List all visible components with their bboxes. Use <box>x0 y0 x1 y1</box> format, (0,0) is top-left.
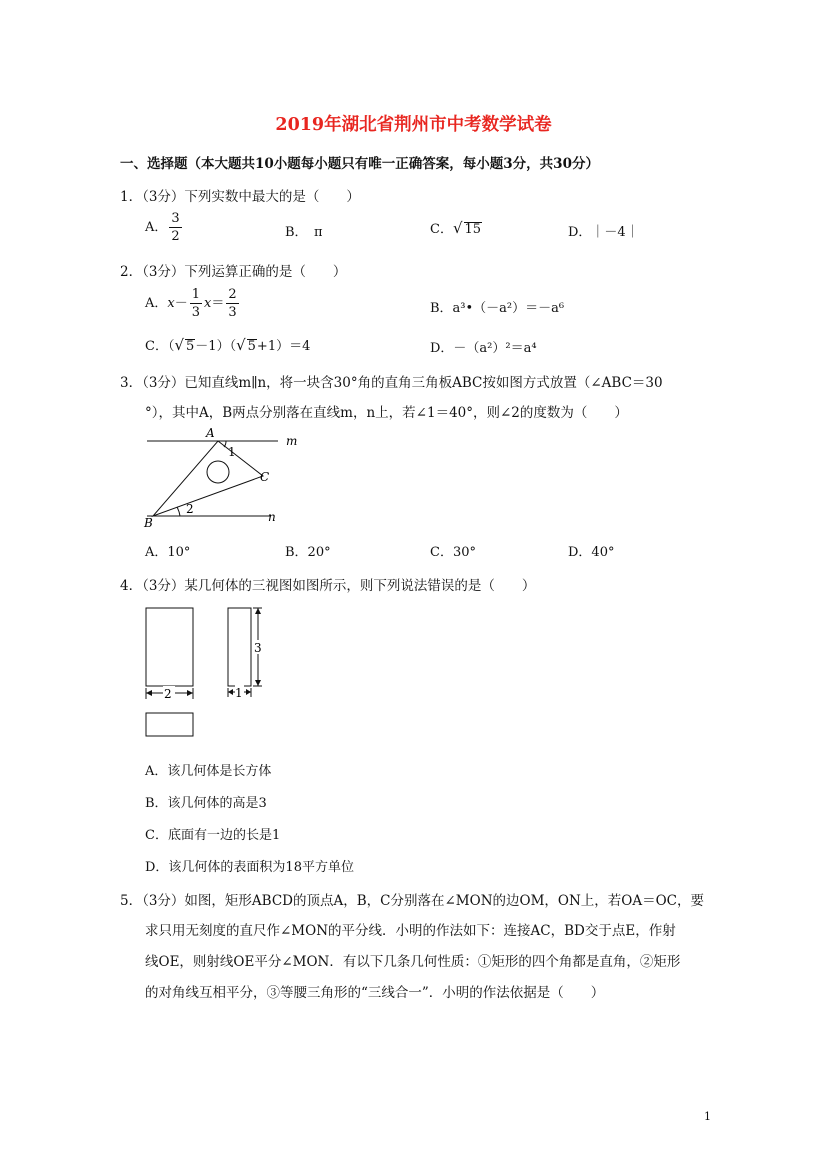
q2-option-b: B．a³•（－a²）＝－a⁶ <box>430 301 565 316</box>
angle-2-arc <box>177 507 180 516</box>
q1-a-numerator: 3 <box>171 211 180 226</box>
q4-stem: 4．（3分）某几何体的三视图如图所示，则下列说法错误的是（ ） <box>120 578 536 594</box>
q2-c-radicand-1: 5 <box>186 339 195 354</box>
q1-option-b: B． π <box>285 225 323 240</box>
q3-figure <box>140 425 310 530</box>
side-view <box>228 608 251 686</box>
q5-stem-line1: 5．（3分）如图，矩形ABCD的顶点A，B，C分别落在∠MON的边OM，ON上，若OA＝OC，要 <box>120 893 704 909</box>
q2-a-label: A． <box>145 296 168 311</box>
triangle-hole <box>207 461 229 483</box>
q2-a-var: x <box>167 296 175 311</box>
q4-option-b: B．该几何体的高是3 <box>145 796 267 811</box>
front-view <box>146 608 193 686</box>
q5-stem-line3: 线OE，则射线OE平分∠MON．有以下几条几何性质：①矩形的四个角都是直角，②矩形 <box>145 954 681 970</box>
q2-c-label: C．（ <box>145 339 175 354</box>
arrow-up-icon <box>255 608 261 614</box>
q3-option-b: B．20° <box>285 545 331 560</box>
triangle-abc <box>153 441 263 516</box>
q1-option-d: D．｜－4｜ <box>568 225 639 240</box>
arrow-right-icon <box>187 690 193 696</box>
top-view <box>146 713 193 736</box>
q3-option-d: D．40° <box>568 545 615 560</box>
q2-a-minus: － <box>174 296 188 311</box>
q2-a-var2: x <box>204 296 212 311</box>
height-label: 3 <box>254 641 262 655</box>
q1-stem: 1．（3分）下列实数中最大的是（ ） <box>120 189 360 205</box>
q2-a-fraction-2 <box>226 288 238 319</box>
q2-a-den1: 3 <box>191 305 201 320</box>
q1-option-c <box>430 218 482 237</box>
q2-c-radicand-2: 5 <box>247 339 256 354</box>
q1-c-label: C． <box>430 222 453 237</box>
q5-stem-line2: 求只用无刻度的直尺作∠MON的平分线．小明的作法如下：连接AC，BD交于点E，作射 <box>145 923 676 939</box>
q1-option-a <box>145 212 184 243</box>
width-label: 2 <box>164 687 172 701</box>
q3-option-a: A．10° <box>145 545 191 560</box>
label-b: B <box>144 516 153 530</box>
q2-c-mid: －1）（ <box>195 339 237 354</box>
q3-stem-line2: °），其中A，B两点分别落在直线m，n上，若∠1＝40°，则∠2的度数为（ ） <box>145 405 628 421</box>
depth-label: 1 <box>235 686 243 700</box>
section-heading: 一、选择题（本大题共10小题每小题只有唯一正确答案，每小题3分，共30分） <box>120 156 599 172</box>
q1-a-fraction <box>169 212 181 243</box>
q2-option-d: D．－（a²）²＝a⁴ <box>430 341 537 356</box>
arrow-right-icon <box>246 689 251 695</box>
q1-a-denominator: 2 <box>171 229 180 244</box>
q2-a-fraction-1 <box>190 288 202 319</box>
q2-option-c <box>145 335 310 354</box>
q2-c-end: +1）＝4 <box>256 339 311 354</box>
arrow-left-icon <box>146 690 152 696</box>
q4-figure <box>140 602 280 742</box>
radical-icon: √ <box>174 336 185 354</box>
page-number: 1 <box>704 1110 711 1123</box>
q3-stem-line1: 3．（3分）已知直线m∥n，将一块含30°角的直角三角板ABC按如图方式放置（∠ABC＝30 <box>120 375 663 391</box>
q4-option-d: D．该几何体的表面积为18平方单位 <box>145 860 354 875</box>
q2-stem: 2．（3分）下列运算正确的是（ ） <box>120 264 347 280</box>
q2-a-den2: 3 <box>228 305 237 320</box>
radical-icon: √ <box>236 336 246 354</box>
q2-a-eq: ＝ <box>211 296 225 311</box>
label-n: n <box>268 510 276 524</box>
label-c: C <box>260 470 270 484</box>
label-angle-2: 2 <box>186 502 194 516</box>
label-a: A <box>206 426 215 440</box>
page-title: 2019年湖北省荆州市中考数学试卷 <box>275 115 552 135</box>
q2-a-num2: 2 <box>228 287 237 302</box>
q3-option-c: C．30° <box>430 545 476 560</box>
arrow-left-icon <box>228 689 233 695</box>
q4-option-c: C．底面有一边的长是1 <box>145 828 281 843</box>
q2-a-num1: 1 <box>191 287 201 302</box>
q5-stem-line4: 的对角线互相平分，③等腰三角形的“三线合一”．小明的作法依据是（ ） <box>145 985 605 1001</box>
radical-icon: √ <box>452 219 463 237</box>
q4-option-a: A．该几何体是长方体 <box>145 764 272 779</box>
q2-option-a <box>145 288 241 319</box>
q1-c-radicand: 15 <box>464 222 482 237</box>
label-angle-1: 1 <box>228 445 236 459</box>
q1-a-label: A． <box>145 220 168 235</box>
arrow-down-icon <box>255 680 261 686</box>
angle-1-arc <box>224 441 226 447</box>
label-m: m <box>286 434 298 448</box>
